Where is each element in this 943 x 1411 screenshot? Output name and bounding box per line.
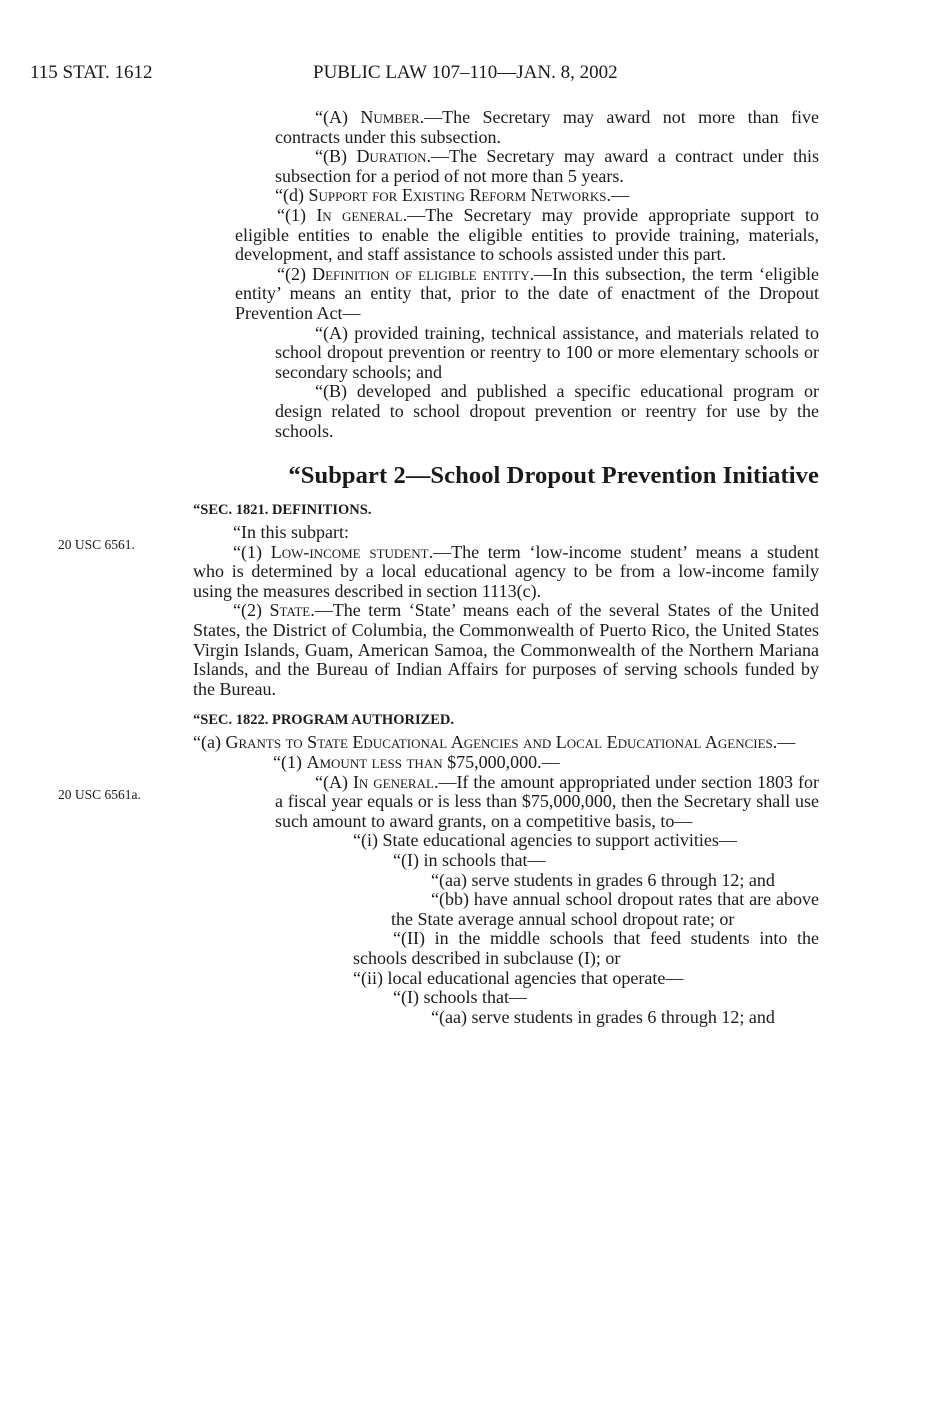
clause-state-agencies: “(i) State educational agencies to support activities— <box>353 830 737 851</box>
subparagraph-provided-training: “(A) provided training, technical assistance, and materials related to school dropout prevention or reentry to 100 or more elementary schools or secondary schools; and <box>275 322 819 382</box>
subclause-in-schools: “(I) in schools that— <box>393 850 546 870</box>
item-dropout-rates: “(bb) have annual school dropout rates that are above the State average annual school dropout rate; or <box>391 889 819 929</box>
paragraph-body: .—The Secretary may provide appropriate support to eligible entities to enable the eligible entities to provide training, materials, development, and staff assistance to schools assisted under this part. <box>235 204 820 265</box>
paragraph-state-definition <box>193 601 819 699</box>
subparagraph-in-general <box>193 773 819 832</box>
subparagraph-developed-program: “(B) developed and published a specific educational program or design related to school dropout prevention or reentry for use by the schools. <box>275 381 819 441</box>
paragraph-caption: In general <box>352 771 434 792</box>
section-1822-heading: “SEC. 1822. PROGRAM AUTHORIZED. <box>193 712 455 729</box>
running-head <box>0 60 943 86</box>
subsection-a-heading <box>193 733 819 753</box>
paragraph-body: .—The Secretary may award a contract under this subsection for a period of not more than 5 years. <box>275 146 819 186</box>
paragraph-body: .—In this subsection, the term ‘eligible entity’ means an entity that, prior to the date of enactment of the Dropout Prevention Act— <box>235 263 819 323</box>
paragraph-body: .—The Secretary may award not more than five contracts under this subsection. <box>275 107 819 147</box>
subclause-middle-schools: “(II) in the middle schools that feed students into the schools described in subclause (I); or <box>353 928 819 968</box>
paragraph-caption: Amount less than $75,000,000 <box>306 752 538 773</box>
paragraph-designator: “(1) <box>273 752 307 773</box>
paragraph-low-income-student <box>193 543 819 602</box>
paragraph-body: .— <box>772 732 796 753</box>
paragraph-designator: “(B) <box>315 146 357 167</box>
paragraph-designator: “(1) <box>233 541 271 562</box>
paragraph-duration <box>193 147 819 186</box>
item-serve-students-2: “(aa) serve students in grades 6 through 12; and <box>431 1006 775 1027</box>
item-serve-students: “(aa) serve students in grades 6 through 12; and <box>431 869 775 890</box>
subclause-schools-that: “(I) schools that— <box>393 987 527 1008</box>
subpart-heading: “Subpart 2—School Dropout Prevention Initiative <box>288 462 819 490</box>
section-1821-heading: “SEC. 1821. DEFINITIONS. <box>193 502 372 519</box>
subsection-d-heading <box>193 186 819 206</box>
paragraph-designator: “(2) <box>233 600 270 621</box>
paragraph-body: .—The term ‘State’ means each of the several States of the United States, the District of Columbia, the Commonwealth of Puerto Rico, the United States Virgin Islands, Guam, American Samoa, the Commonwealth of the Northern Mariana Islands, and the Bureau of Indian Affairs for purposes of serving schools funded by the Bureau. <box>193 600 819 699</box>
paragraph-designator: “(1) <box>277 204 317 225</box>
clause-local-agencies: “(ii) local educational agencies that operate— <box>353 967 684 988</box>
paragraph-body: .—The term ‘low-income student’ means a student who is determined by a local educational agency to be from a low-income family using the measures described in section 1113(c). <box>193 541 819 601</box>
paragraph-designator: “(d) <box>275 185 309 206</box>
paragraph-body: .—If the amount appropriated under section 1803 for a fiscal year equals or is less than $75,000,000, then the Secretary shall use such amount to award grants, on a competitive basis, to— <box>275 771 819 831</box>
paragraph-caption: State <box>269 600 311 621</box>
stat-page-reference: 115 STAT. 1612 <box>30 62 153 83</box>
public-law-reference: PUBLIC LAW 107–110—JAN. 8, 2002 <box>313 62 618 83</box>
paragraph-in-general <box>193 206 819 265</box>
paragraph-caption: Grants to State Educational Agencies and Local Educational Agencies <box>225 732 773 753</box>
paragraph-body: .— <box>537 752 560 773</box>
paragraph-caption: Support for Existing Reform Networks <box>308 185 607 206</box>
paragraph-in-this-subpart: “In this subpart: <box>233 522 349 543</box>
paragraph-caption: Number <box>360 107 420 127</box>
paragraph-number <box>193 108 819 147</box>
paragraph-designator: “(a) <box>193 732 226 753</box>
paragraph-caption: In general <box>316 204 403 225</box>
paragraph-caption: Definition of eligible entity <box>312 263 530 284</box>
paragraph-definition-eligible-entity <box>193 265 819 324</box>
margin-note-usc-6561: 20 USC 6561. <box>58 537 135 552</box>
paragraph-designator: “(A) <box>315 107 361 127</box>
paragraph-amount-less-than <box>193 753 819 773</box>
paragraph-designator: “(2) <box>277 263 313 284</box>
paragraph-caption: Low-income student <box>270 541 429 562</box>
statute-text <box>193 108 819 1027</box>
paragraph-designator: “(A) <box>315 771 353 792</box>
paragraph-caption: Duration <box>356 146 427 167</box>
paragraph-body: .— <box>606 185 629 206</box>
margin-note-usc-6561a: 20 USC 6561a. <box>58 787 141 802</box>
